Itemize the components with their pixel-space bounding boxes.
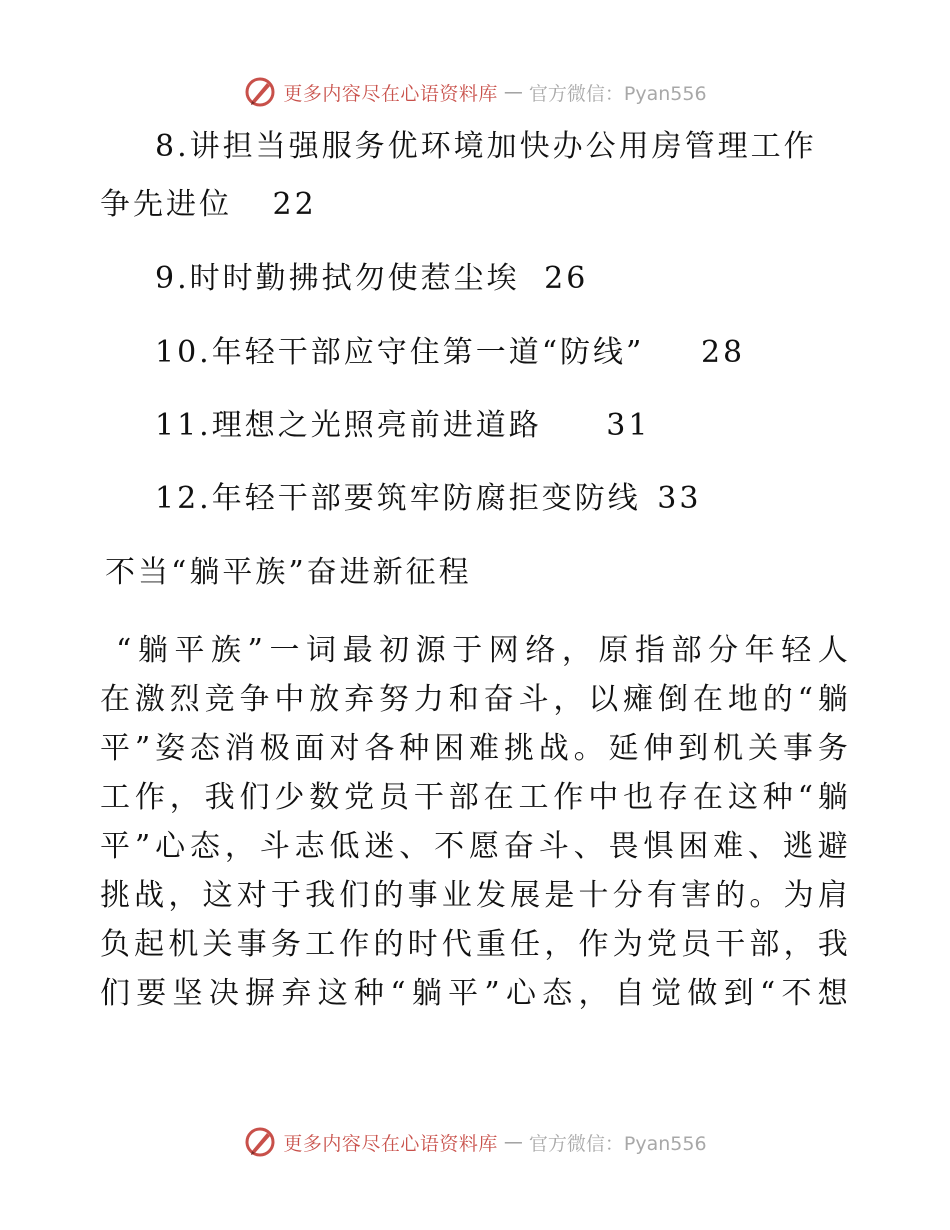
toc-item-8-line2[interactable]: 争先进位 22 xyxy=(100,185,317,225)
watermark-text: 更多内容尽在心语资料库 xyxy=(283,1132,498,1155)
body-line-8: 们要坚决摒弃这种“躺平”心态，自觉做到“不想 xyxy=(100,976,850,1011)
watermark-contact: 官方微信：Pyan556 xyxy=(528,82,707,105)
toc-item-8-line1[interactable]: 8.讲担当强服务优环境加快办公用房管理工作 xyxy=(155,129,817,164)
toc-page-number: 31 xyxy=(606,408,651,443)
toc-item-11[interactable]: 11.理想之光照亮前进道路 31 xyxy=(155,406,650,446)
watermark-footer xyxy=(0,1122,950,1162)
article-title: 不当“躺平族”奋进新征程 xyxy=(105,555,472,590)
toc-page-number: 22 xyxy=(272,187,317,222)
body-line-6: 挑战，这对于我们的事业发展是十分有害的。为肩 xyxy=(100,878,850,913)
toc-page-number: 33 xyxy=(657,481,702,516)
toc-page-number: 26 xyxy=(544,261,589,296)
article-body xyxy=(100,626,850,1018)
toc-item-10[interactable]: 10.年轻干部应守住第一道“防线” 28 xyxy=(155,333,745,373)
toc-page-number: 28 xyxy=(700,335,746,370)
watermark-contact: 官方微信：Pyan556 xyxy=(528,1132,707,1155)
body-line-5: 平”心态，斗志低迷、不愿奋斗、畏惧困难、逃避 xyxy=(100,829,850,864)
body-line-7: 负起机关事务工作的时代重任，作为党员干部，我 xyxy=(100,927,850,962)
watermark-text: 更多内容尽在心语资料库 xyxy=(283,82,498,105)
pen-logo-icon xyxy=(243,1125,277,1159)
body-line-2: 在激烈竞争中放弃努力和奋斗，以瘫倒在地的“躺 xyxy=(100,682,850,717)
body-line-3: 平”姿态消极面对各种困难挑战。延伸到机关事务 xyxy=(100,731,850,766)
body-line-4: 工作，我们少数党员干部在工作中也存在这种“躺 xyxy=(100,780,850,815)
watermark-separator: — xyxy=(503,81,523,103)
watermark-header xyxy=(0,72,950,112)
toc-item-12[interactable]: 12.年轻干部要筑牢防腐拒变防线 33 xyxy=(155,479,701,519)
toc-item-9[interactable]: 9.时时勤拂拭勿使惹尘埃 26 xyxy=(155,259,588,299)
watermark-separator: — xyxy=(503,1131,523,1153)
body-line-1: “躺平族”一词最初源于网络，原指部分年轻人 xyxy=(116,633,850,668)
pen-logo-icon xyxy=(243,75,277,109)
